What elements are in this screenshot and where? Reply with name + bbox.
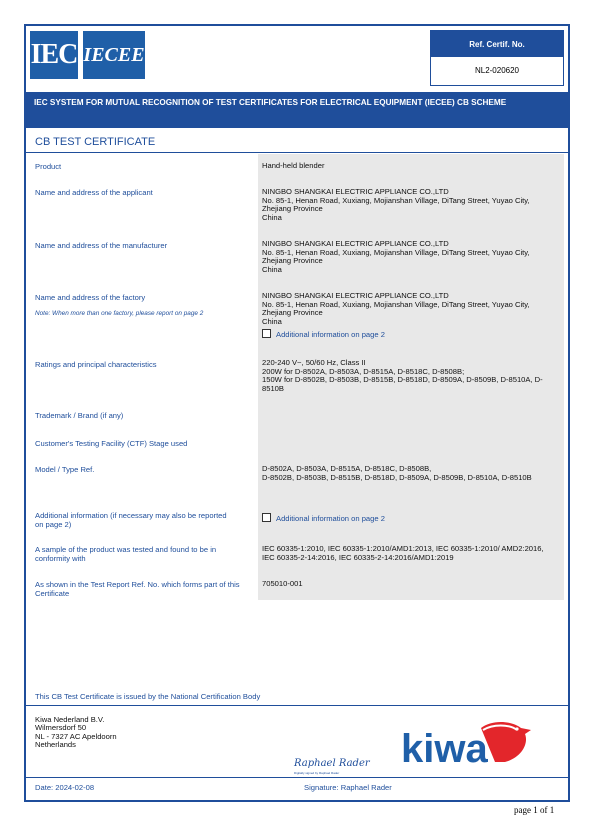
issued-by-statement: This CB Test Certificate is issued by the National Certification Body xyxy=(35,692,261,701)
factory-note: Note: When more than one factory, please report on page 2 xyxy=(35,310,204,317)
manufacturer-label: Name and address of the manufacturer xyxy=(35,241,168,250)
divider xyxy=(26,777,568,778)
kiwa-logo-text: kiwa xyxy=(401,727,488,770)
manufacturer-value: NINGBO SHANGKAI ELECTRIC APPLIANCE CO.,LTD No. 85-1, Henan Road, Xuxiang, Mojianshan Village, DiTang Street, Yuyao City, Zhejiang Province China xyxy=(262,239,530,274)
checkbox-icon[interactable] xyxy=(262,513,271,522)
kiwa-logo xyxy=(399,718,539,770)
iec-logo: IEC xyxy=(30,31,78,79)
signature-fine-print: Digitally signed by Raphael Rader xyxy=(294,771,340,775)
test-report-value: 705010-001 xyxy=(262,579,303,588)
scheme-title: IEC SYSTEM FOR MUTUAL RECOGNITION OF TEST CERTIFICATES FOR ELECTRICAL EQUIPMENT (IECEE) CB SCHEME xyxy=(26,92,568,128)
test-report-label: As shown in the Test Report Ref. No. which forms part of this Certificate xyxy=(35,580,240,598)
applicant-value: NINGBO SHANGKAI ELECTRIC APPLIANCE CO.,LTD No. 85-1, Henan Road, Xuxiang, Mojianshan Village, DiTang Street, Yuyao City, Zhejiang Province China xyxy=(262,187,530,222)
model-label: Model / Type Ref. xyxy=(35,465,95,474)
factory-label: Name and address of the factory xyxy=(35,293,146,302)
divider xyxy=(26,705,568,706)
factory-value: NINGBO SHANGKAI ELECTRIC APPLIANCE CO.,LTD No. 85-1, Henan Road, Xuxiang, Mojianshan Village, DiTang Street, Yuyao City, Zhejiang Province China xyxy=(262,291,530,326)
product-value: Hand-held blender xyxy=(262,161,325,170)
additional-info-label: Additional information (if necessary may also be reported on page 2) xyxy=(35,511,227,529)
reference-label: Ref. Certif. No. xyxy=(431,31,563,57)
handwritten-signature: Raphael Rader xyxy=(294,758,370,769)
certificate-title: CB TEST CERTIFICATE xyxy=(35,136,156,148)
certification-body-address: Kiwa Nederland B.V. Wilmersdorf 50 NL - 7327 AC Apeldoorn Netherlands xyxy=(35,715,117,750)
issue-date: Date: 2024-02-08 xyxy=(35,783,95,792)
ratings-label: Ratings and principal characteristics xyxy=(35,360,157,369)
sample-conformity-label: A sample of the product was tested and found to be in conformity with xyxy=(35,545,217,563)
product-label: Product xyxy=(35,162,62,171)
ctf-label: Customer's Testing Facility (CTF) Stage used xyxy=(35,439,188,448)
reference-number: NL2-020620 xyxy=(474,66,520,75)
applicant-label: Name and address of the applicant xyxy=(35,188,153,197)
checkbox-icon[interactable] xyxy=(262,329,271,338)
factory-additional-info[interactable] xyxy=(262,329,556,340)
model-value: D-8502A, D-8503A, D-8515A, D-8518C, D-8508B, D-8502B, D-8503B, D-8515B, D-8518D, D-8509A, D-8509B, D-8510A, D-8510B xyxy=(262,464,532,482)
page-number: page 1 of 1 xyxy=(514,805,555,815)
divider xyxy=(26,152,568,153)
reference-box xyxy=(430,30,564,86)
sample-conformity-value: IEC 60335-1:2010, IEC 60335-1:2010/AMD1:2013, IEC 60335-1:2010/ AMD2:2016, IEC 60335-2-14:2016, IEC 60335-2-14:2016/AMD1:2019 xyxy=(262,544,544,562)
certificate-header xyxy=(26,26,568,88)
iecee-logo: IECEE xyxy=(83,31,145,79)
additional-info-option-label: Additional information on page 2 xyxy=(276,514,385,523)
trademark-label: Trademark / Brand (if any) xyxy=(35,411,124,420)
factory-additional-info-label: Additional information on page 2 xyxy=(276,330,385,339)
additional-info-option[interactable] xyxy=(262,513,556,524)
signature-line: Signature: Raphael Rader xyxy=(304,783,392,792)
ratings-value: 220-240 V~, 50/60 Hz, Class II 200W for D-8502A, D-8503A, D-8515A, D-8518C, D-8508B; 150W for D-8502B, D-8503B, D-8515B, D-8518D, D-8509A, D-8509B, D-8510A, D-8510B xyxy=(262,358,543,393)
